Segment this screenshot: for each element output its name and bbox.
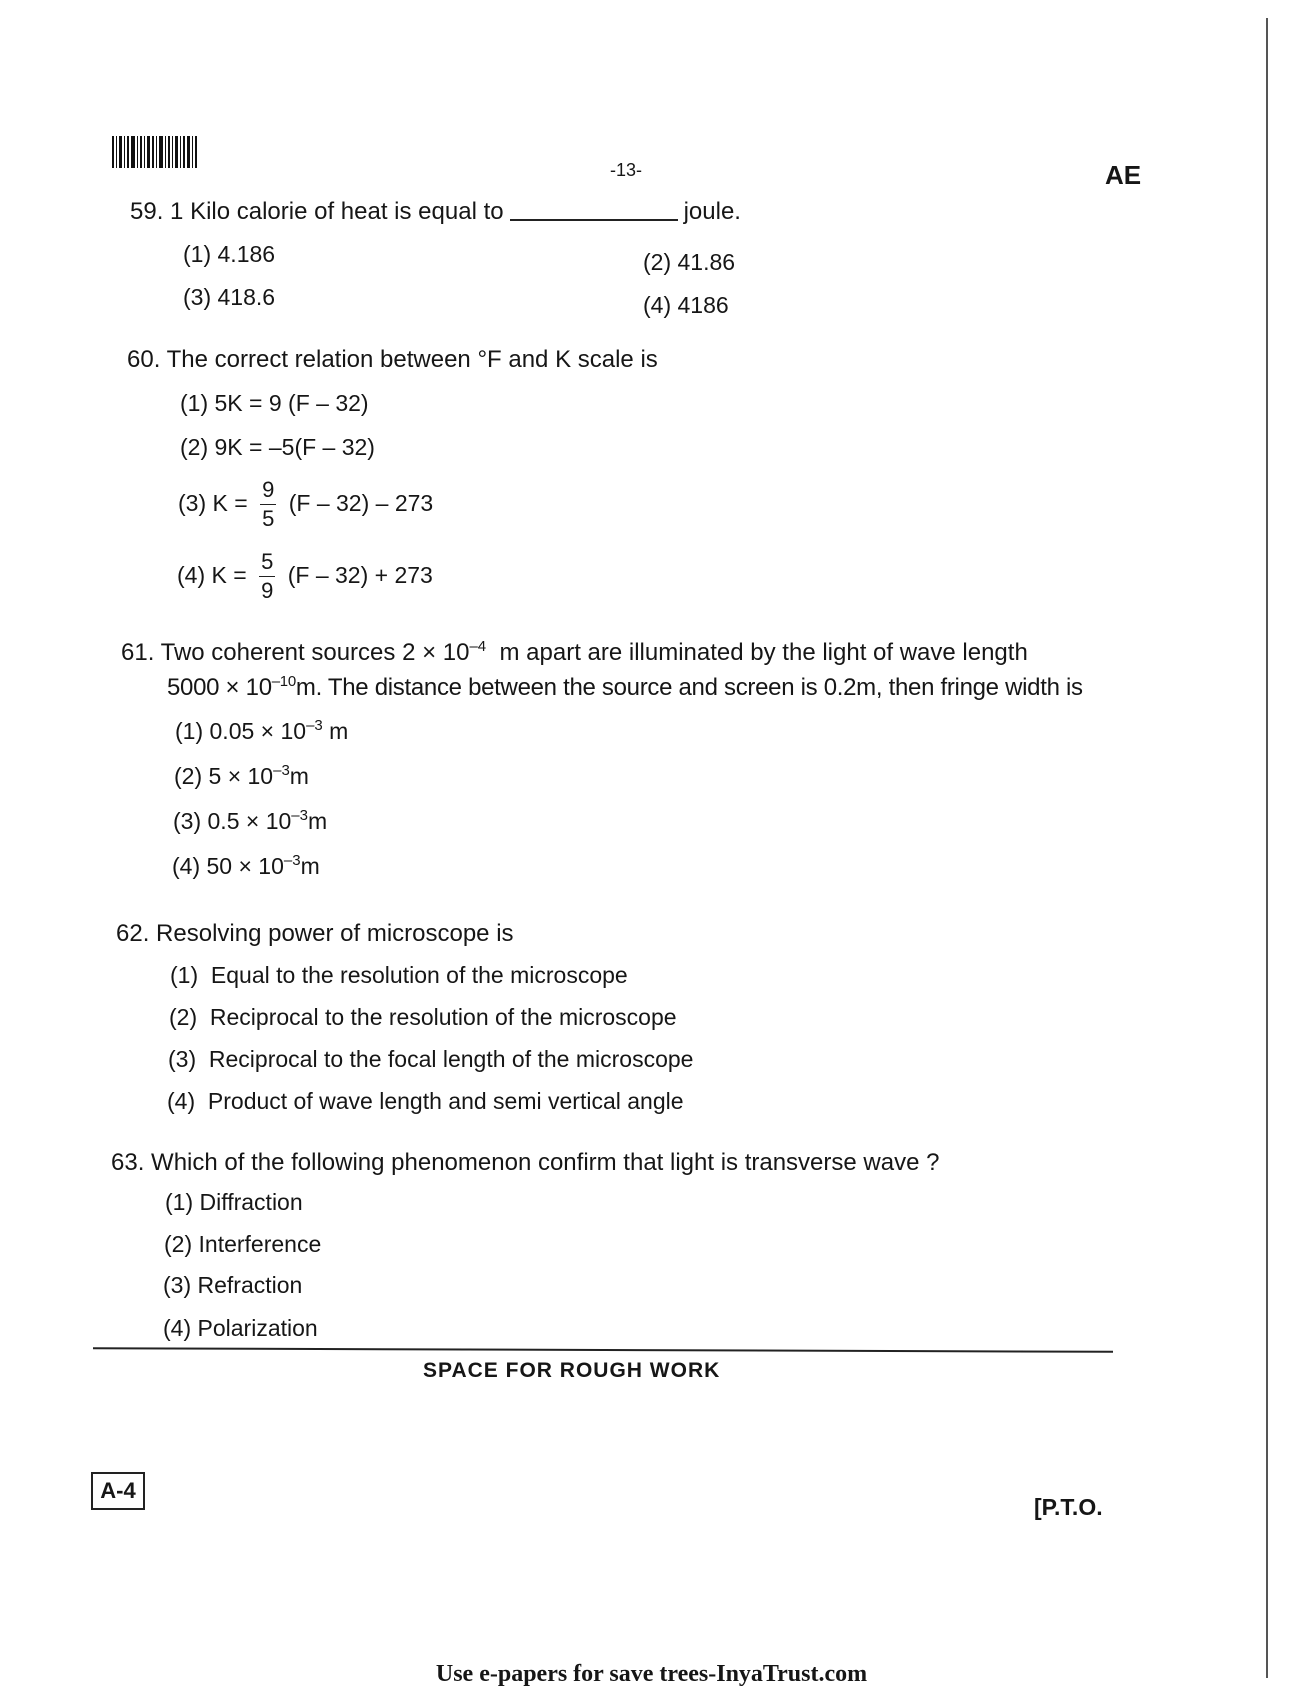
option-index: (4)	[163, 1315, 192, 1341]
option-63-1	[165, 1189, 303, 1216]
option-text: Polarization	[197, 1315, 318, 1341]
option-index: (4)	[177, 561, 206, 588]
option-61-1	[175, 718, 348, 745]
option-index: (1)	[175, 718, 204, 744]
option-60-3	[178, 478, 433, 531]
option-61-3	[173, 808, 327, 835]
option-59-2	[643, 249, 735, 276]
question-text: Two coherent sources 2 × 10	[160, 639, 470, 666]
fraction	[260, 478, 276, 531]
option-text: Equal to the resolution of the microscope	[210, 962, 628, 988]
scan-edge-line	[1266, 18, 1268, 1678]
option-index: (3)	[173, 808, 202, 834]
option-63-4	[163, 1315, 318, 1342]
option-text: Refraction	[197, 1272, 303, 1298]
question-text: Resolving power of microscope is	[156, 920, 514, 947]
barcode-icon	[112, 136, 210, 168]
option-59-4	[643, 292, 729, 319]
option-text: 4186	[677, 292, 729, 318]
option-index: (3)	[168, 1046, 197, 1072]
option-text: 5 × 10	[208, 763, 274, 789]
page-number: -13-	[610, 160, 643, 180]
unit: m	[322, 718, 349, 744]
option-61-4	[172, 853, 320, 880]
option-index: (1)	[183, 241, 212, 267]
question-number: 60.	[127, 346, 161, 373]
option-text: Interference	[198, 1231, 322, 1257]
option-text: Reciprocal to the resolution of the microscope	[209, 1004, 677, 1030]
option-index: (2)	[169, 1004, 198, 1030]
question-61	[121, 639, 1028, 667]
question-text: m apart are illuminated by the light of wave length	[499, 639, 1028, 666]
option-60-2	[180, 434, 375, 461]
question-62	[116, 920, 514, 948]
exponent: –3	[306, 717, 323, 734]
option-text: 50 × 10	[206, 853, 284, 879]
option-text: 5K = 9 (F – 32)	[214, 390, 369, 416]
question-text: The correct relation between °F and K scale is	[166, 346, 658, 373]
question-59	[130, 198, 741, 226]
exponent: –10	[271, 673, 296, 690]
fraction-denominator: 5	[262, 506, 275, 532]
fraction	[259, 550, 275, 603]
option-index: (2)	[164, 1231, 193, 1257]
option-62-2	[169, 1004, 677, 1031]
please-turn-over: [P.T.O.	[1034, 1494, 1103, 1520]
exponent: –3	[291, 807, 308, 824]
unit: m	[307, 808, 328, 834]
option-text: 41.86	[677, 249, 736, 275]
option-index: (2)	[174, 763, 203, 789]
rough-work-label: SPACE FOR ROUGH WORK	[423, 1359, 721, 1382]
option-text: Diffraction	[199, 1189, 303, 1215]
option-text: 9K = –5(F – 32)	[214, 434, 375, 460]
formula-lhs: K =	[211, 561, 247, 588]
formula-rhs: (F – 32) – 273	[288, 489, 434, 516]
fraction-numerator: 5	[259, 550, 275, 577]
option-59-3	[183, 284, 275, 311]
unit: m	[289, 763, 309, 789]
option-text: Reciprocal to the focal length of the microscope	[208, 1046, 694, 1072]
option-63-2	[164, 1231, 321, 1258]
option-index: (4)	[167, 1088, 196, 1114]
option-59-1	[183, 241, 275, 268]
footer-text: Use e-papers for save trees-InyaTrust.com	[435, 1661, 868, 1687]
option-62-4	[167, 1088, 684, 1115]
option-text: Product of wave length and semi vertical angle	[207, 1088, 684, 1114]
question-number: 63.	[111, 1149, 145, 1176]
option-index: (4)	[172, 853, 201, 879]
option-text: 4.186	[217, 241, 276, 267]
option-index: (3)	[183, 284, 212, 310]
option-index: (1)	[170, 962, 199, 988]
formula-rhs: (F – 32) + 273	[287, 561, 433, 588]
question-number: 61.	[121, 639, 155, 666]
option-index: (3)	[178, 489, 207, 516]
fraction-numerator: 9	[260, 478, 276, 505]
option-index: (3)	[163, 1272, 192, 1298]
question-number: 59.	[130, 198, 164, 225]
question-61-line-2	[167, 674, 1083, 702]
booklet-code: A-4	[91, 1472, 145, 1510]
option-62-3	[168, 1046, 693, 1073]
exponent: –3	[273, 762, 290, 779]
question-text: Which of the following phenomenon confirm that light is transverse wave ?	[151, 1149, 940, 1176]
option-63-3	[163, 1272, 302, 1299]
fraction-denominator: 9	[261, 578, 274, 604]
exponent: –3	[283, 852, 301, 869]
option-text: 0.5 × 10	[207, 808, 292, 834]
answer-blank	[510, 219, 678, 221]
question-text: m. The distance between the source and screen is 0.2m, then fringe width is	[295, 674, 1083, 701]
option-index: (1)	[180, 390, 209, 416]
option-index: (2)	[180, 434, 209, 460]
unit: m	[300, 853, 320, 879]
option-text: 0.05 × 10	[209, 718, 307, 744]
question-number: 62.	[116, 920, 150, 947]
option-62-1	[170, 962, 628, 989]
question-text-end: joule.	[683, 198, 741, 225]
option-61-2	[174, 763, 309, 790]
option-60-1	[180, 390, 369, 417]
divider-line	[93, 1347, 1113, 1353]
option-index: (2)	[643, 249, 672, 275]
question-60	[127, 346, 658, 374]
option-index: (4)	[643, 292, 672, 318]
question-text: 5000 × 10	[167, 674, 272, 701]
formula-lhs: K =	[212, 489, 248, 516]
option-index: (1)	[165, 1189, 194, 1215]
series-code: AE	[1105, 160, 1142, 190]
exponent: –4	[469, 638, 487, 655]
question-63	[111, 1149, 939, 1177]
option-text: 418.6	[217, 284, 276, 310]
question-text: 1 Kilo calorie of heat is equal to	[170, 198, 504, 225]
option-60-4	[177, 550, 433, 603]
